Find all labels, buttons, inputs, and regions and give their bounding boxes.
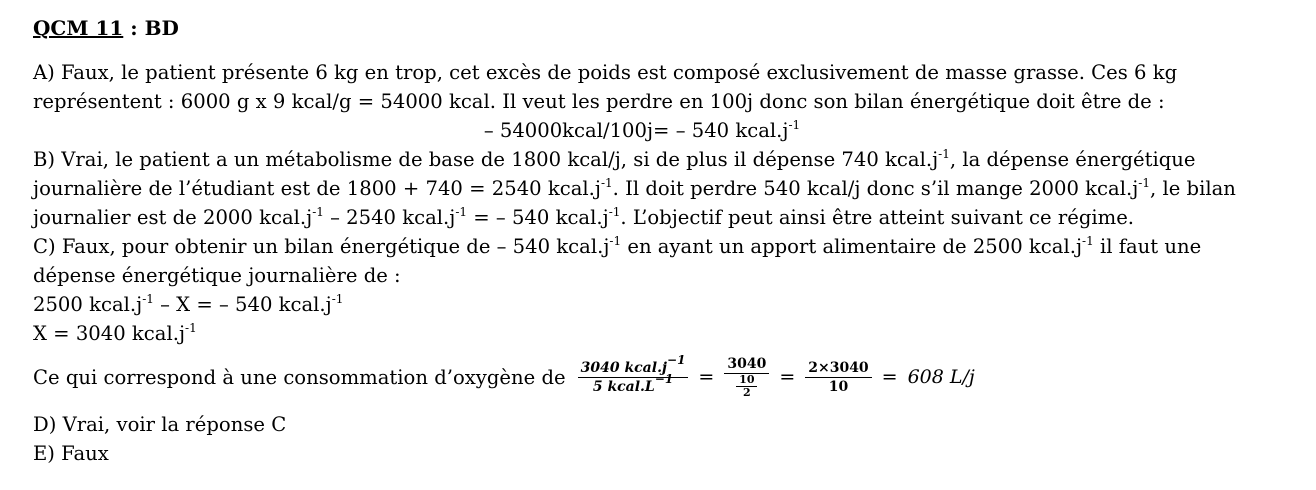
- exponent: -1: [608, 205, 621, 219]
- answer-b-line-3: [33, 203, 1313, 232]
- equals-sign: =: [779, 365, 796, 388]
- correction-text: [33, 58, 1313, 468]
- answer-a-line-3: [33, 116, 1251, 145]
- text-segment: , le bilan: [1149, 177, 1236, 200]
- fraction-energy-ratio: [578, 352, 689, 396]
- text-segment: 5 kcal.L: [592, 378, 655, 395]
- text-segment: journalière de l’étudiant est de 1800 + 740 = 2540 kcal.j: [33, 177, 601, 200]
- text-segment: C) Faux, pour obtenir un bilan énergétique de – 540 kcal.j: [33, 235, 610, 258]
- text-segment: E) Faux: [33, 442, 109, 465]
- text-segment: 2500 kcal.j: [33, 293, 143, 316]
- answer-a-line-1: [33, 58, 1313, 87]
- oxygen-consumption-line: [33, 348, 1313, 406]
- answer-a-text-1: A) Faux, le patient présente 6 kg en trop, cet excès de poids est composé exclusivement de masse grasse. Ces 6 kg: [33, 61, 1178, 84]
- fraction-nested: [724, 355, 769, 399]
- text-segment: X = 3040 kcal.j: [33, 322, 186, 345]
- answer-a-text-3: – 54000kcal/100j= – 540 kcal.j: [483, 119, 789, 142]
- oxygen-formula: [574, 352, 975, 399]
- fraction-numerator: 10: [736, 374, 757, 387]
- text-segment: il faut une: [1093, 235, 1202, 258]
- exponent: -1: [185, 321, 197, 335]
- fraction-numerator: 2×3040: [805, 359, 871, 378]
- exponent: -1: [455, 205, 468, 219]
- answer-b-line-1: [33, 145, 1313, 174]
- correct-answers: : BD: [123, 16, 179, 40]
- text-segment: . L’objectif peut ainsi être atteint suivant ce régime.: [620, 206, 1135, 229]
- answer-c-line-4: [33, 319, 1313, 348]
- exponent: −1: [667, 352, 686, 367]
- answer-d-line: [33, 410, 1313, 439]
- formula-result: 608 L/j: [907, 365, 975, 388]
- text-segment: – 2540 kcal.j: [323, 206, 456, 229]
- answer-c-line-1: [33, 232, 1313, 261]
- exponent: -1: [788, 118, 801, 132]
- exponent: −1: [654, 371, 674, 386]
- question-title: [33, 14, 179, 42]
- answer-c-line-3: [33, 290, 1313, 319]
- text-segment: 3040 kcal.j: [580, 359, 668, 376]
- answer-a-line-2: [33, 87, 1313, 116]
- exponent: -1: [1138, 176, 1150, 190]
- fraction-numerator: 3040: [724, 355, 769, 374]
- text-segment: B) Vrai, le patient a un métabolisme de base de 1800 kcal/j, si de plus il dépense 740 kcal.j: [33, 148, 939, 171]
- text-segment: – X = – 540 kcal.j: [153, 293, 332, 316]
- text-segment: , la dépense énergétique: [949, 148, 1196, 171]
- oxygen-consumption-text: Ce qui correspond à une consommation d’oxygène de: [33, 365, 566, 389]
- fraction-simplified: [805, 359, 871, 396]
- text-segment: D) Vrai, voir la réponse C: [33, 413, 287, 436]
- answer-c-line-2: [33, 261, 1313, 290]
- exponent: -1: [1082, 234, 1094, 248]
- equals-sign: =: [698, 365, 715, 388]
- text-segment: en ayant un apport alimentaire de 2500 kcal.j: [621, 235, 1083, 258]
- question-number: QCM 11: [33, 16, 124, 40]
- text-segment: dépense énergétique journalière de :: [33, 264, 401, 287]
- exponent: -1: [331, 292, 344, 306]
- exponent: -1: [609, 234, 622, 248]
- exponent: -1: [938, 147, 950, 161]
- text-segment: journalier est de 2000 kcal.j: [33, 206, 313, 229]
- answer-e-line: [33, 439, 1313, 468]
- text-segment: . Il doit perdre 540 kcal/j donc s’il mange 2000 kcal.j: [612, 177, 1139, 200]
- fraction-denominator: [729, 374, 764, 399]
- equals-sign: =: [881, 365, 898, 388]
- text-segment: = – 540 kcal.j: [467, 206, 609, 229]
- exponent: -1: [142, 292, 154, 306]
- fraction-denominator: 2: [743, 386, 751, 399]
- inner-fraction: [736, 374, 757, 399]
- exponent: -1: [312, 205, 324, 219]
- answer-a-text-2: représentent : 6000 g x 9 kcal/g = 54000 kcal. Il veut les perdre en 100j donc son bilan énergétique doit être de :: [33, 90, 1165, 113]
- exponent: -1: [600, 176, 613, 190]
- answer-b-line-2: [33, 174, 1313, 203]
- fraction-denominator: 10: [828, 378, 849, 395]
- fraction-denominator: [590, 371, 676, 396]
